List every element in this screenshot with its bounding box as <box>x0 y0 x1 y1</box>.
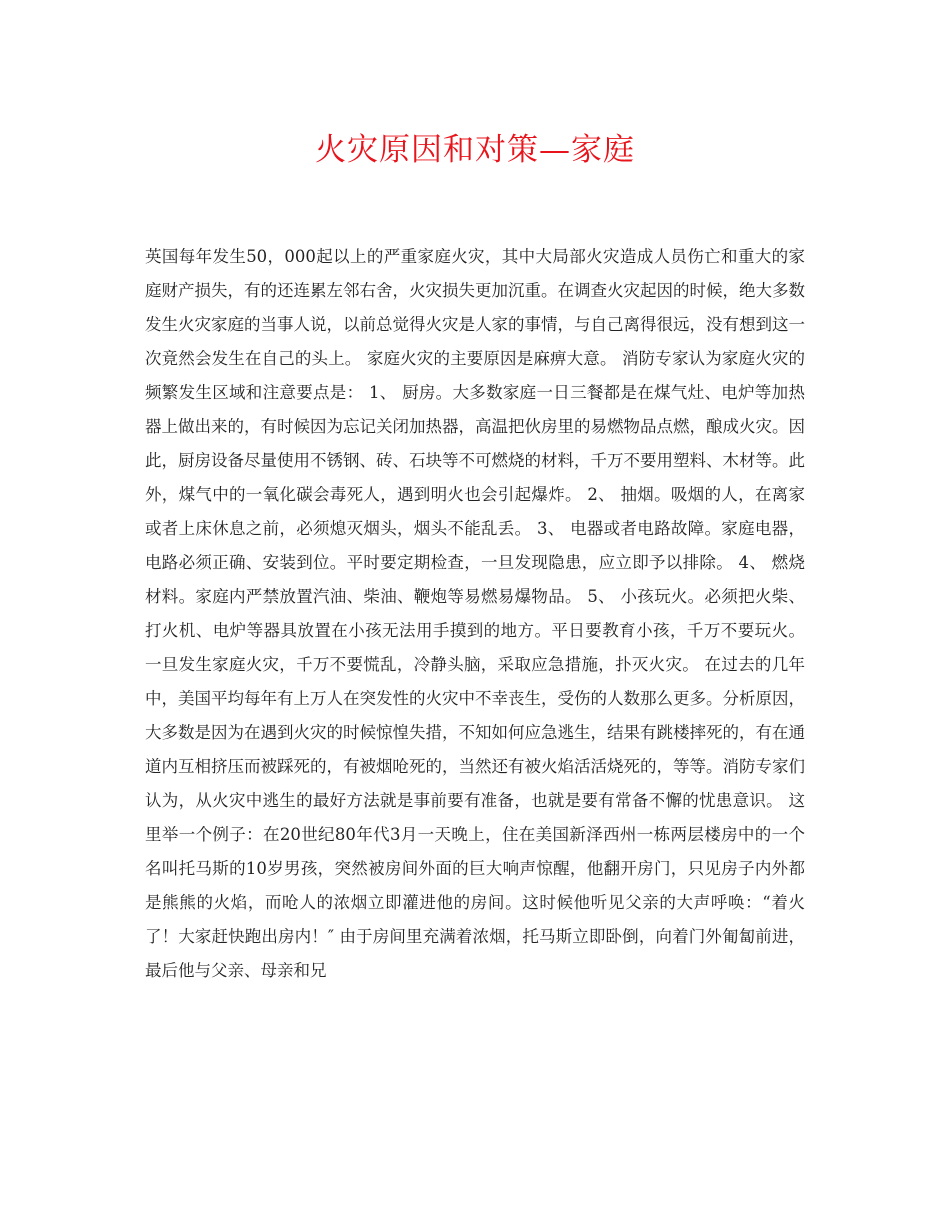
document-title: 火灾原因和对策—家庭 <box>315 132 635 168</box>
document-body-paragraph: 英国每年发生50，000起以上的严重家庭火灾，其中大局部火灾造成人员伤亡和重大的家庭财产损失，有的还连累左邻右舍，火灾损失更加沉重。在调查火灾起因的时候，绝大多数发生火灾家庭的当事人说，以前总觉得火灾是人家的事情，与自己离得很远，没有想到这一次竟然会发生在自己的头上。 家庭火灾的主要原因是麻痹大意。 消防专家认为家庭火灾的频繁发生区域和注意要点是： 1、 厨房。大多数家庭一日三餐都是在煤气灶、电炉等加热器上做出来的，有时候因为忘记关闭加热器，高温把伙房里的易燃物品点燃，酿成火灾。因此，厨房设备尽量使用不锈钢、砖、石块等不可燃烧的材料，千万不要用塑料、木材等。此外，煤气中的一氧化碳会毒死人，遇到明火也会引起爆炸。 2、 抽烟。吸烟的人，在离家或者上床休息之前，必须熄灭烟头，烟头不能乱丢。 3、 电器或者电路故障。家庭电器，电路必须正确、安装到位。平时要定期检查，一旦发现隐患，应立即予以排除。 4、 燃烧材料。家庭内严禁放置汽油、柴油、鞭炮等易燃易爆物品。 5、 小孩玩火。必须把火柴、打火机、电炉等器具放置在小孩无法用手摸到的地方。平日要教育小孩，千万不要玩火。 一旦发生家庭火灾，千万不要慌乱，冷静头脑，采取应急措施，扑灭火灾。 在过去的几年中，美国平均每年有上万人在突发性的火灾中不幸丧生，受伤的人数那么更多。分析原因，大多数是因为在遇到火灾的时候惊惶失措，不知如何应急逃生，结果有跳楼摔死的，有在通道内互相挤压而被踩死的，有被烟呛死的，当然还有被火焰活活烧死的，等等。消防专家们认为，从火灾中逃生的最好方法就是事前要有准备，也就是要有常备不懈的忧患意识。 这里举一个例子：在20世纪80年代3月一天晚上，住在美国新泽西州一栋两层楼房中的一个名叫托马斯的10岁男孩，突然被房间外面的巨大响声惊醒，他翻开房门，只见房子内外都是熊熊的火焰，而呛人的浓烟立即灌进他的房间。这时候他听见父亲的大声呼唤：“着火了！大家赶快跑出房内！″ 由于房间里充满着浓烟，托马斯立即卧倒，向着门外匍匐前进，最后他与父亲、母亲和兄 <box>145 247 805 980</box>
